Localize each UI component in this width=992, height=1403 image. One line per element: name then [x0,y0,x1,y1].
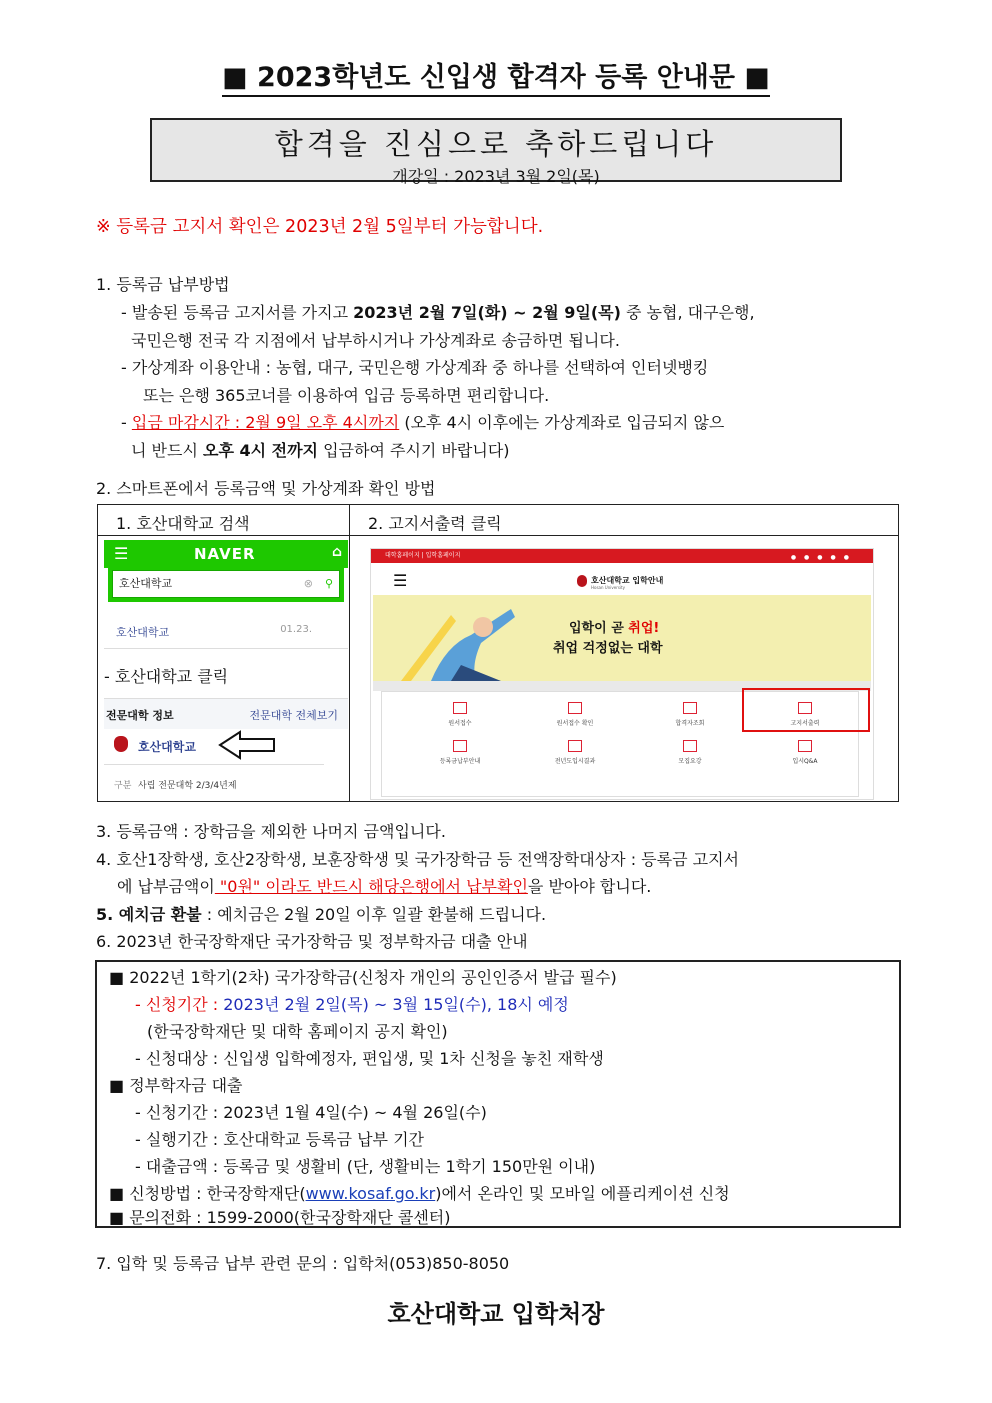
banner-line1: 입학이 곧 [569,621,629,636]
page-title: ■ 2023학년도 신입생 합격자 등록 안내문 ■ [0,55,992,94]
section1-line6: 니 반드시 오후 4시 전까지 입금하여 주시기 바랍니다) [131,441,510,460]
naver-search-box: 호산대학교 ⊗ ⚲ [112,570,340,598]
banner-line2: 취업 걱정없는 대학 [553,641,663,656]
service-icon [798,740,812,752]
footer-signature: 호산대학교 입학처장 [387,1300,605,1328]
service-label: 원서접수 [448,720,472,727]
site-brand-en: Hosan University [591,585,625,590]
service-item [420,702,500,727]
home-icon: ⌂ [331,544,342,560]
student-illustration [391,595,541,681]
box-line2: - 신청기간 : 2023년 2월 2일(목) ~ 3월 15일(수), 18시 예정 [135,995,569,1014]
service-label: 입시Q&A [792,758,818,765]
service-icon [453,740,467,752]
kosaf-link[interactable]: www.kosaf.go.kr [305,1184,436,1203]
service-item [535,702,615,727]
service-icon [568,740,582,752]
section2-heading: 2. 스마트폰에서 등록금액 및 가상계좌 확인 방법 [96,479,436,498]
service-item [650,702,730,727]
scholarship-box [95,960,901,1228]
service-label: 등록금납부안내 [439,758,481,765]
box-line10: ■ 문의전화 : 1599-2000(한국장학재단 콜센터) [109,1208,451,1227]
congrats-box [150,118,842,186]
menu-icon: ☰ [114,544,129,563]
box-line7: - 실행기간 : 호산대학교 등록금 납부 기간 [135,1130,424,1149]
box-line1: ■ 2022년 1학기(2차) 국가장학금(신청자 개인의 공인인증서 발급 필수) [109,968,617,987]
section1-heading: 1. 등록금 납부방법 [96,275,230,294]
section4-line2: 에 납부금액이 "0원" 이라도 반드시 해당은행에서 납부확인을 받아야 합니다. [117,877,652,896]
all-colleges: 전문대학 전체보기 [249,709,338,722]
naver-logo: NAVER [194,545,256,563]
service-label: 모집요강 [678,758,702,765]
service-icon [453,702,467,714]
box-line3: (한국장학재단 및 대학 홈페이지 공지 확인) [147,1022,448,1041]
service-item [650,740,730,765]
service-item [420,740,500,765]
box-line9: ■ 신청방법 : 한국장학재단(www.kosaf.go.kr)에서 온라인 및 모바일 에플리케이션 신청 [109,1184,730,1203]
service-item [765,702,845,727]
search-icon: ⚲ [324,577,333,590]
type-value: 사립 전문대학 2/3/4년제 [138,781,237,791]
univ-logo-icon [114,736,128,752]
congrats-message: 합격을 진심으로 축하드립니다 [274,127,718,161]
arrow-left-icon [218,730,278,760]
service-grid [381,691,859,797]
college-info: 전문대학 정보 [106,709,174,722]
box-line8: - 대출금액 : 등록금 및 생활비 (단, 생활비는 1학기 150만원 이내) [135,1157,596,1176]
section1-line3: - 가상계좌 이용안내 : 농협, 대구, 국민은행 가상계좌 중 하나를 선택하여 인터넷뱅킹 [121,358,709,377]
service-label: 전년도입시결과 [554,758,596,765]
service-icon [683,740,697,752]
section6-heading: 6. 2023년 한국장학재단 국가장학금 및 정부학자금 대출 안내 [96,932,528,951]
site-menu-icon: ☰ [393,571,408,590]
site-banner [373,595,871,681]
service-label: 합격자조회 [675,720,705,727]
service-icon [568,702,582,714]
banner-highlight: 취업! [628,621,660,636]
section5: 5. 예치금 환불 : 예치금은 2월 20일 이후 일괄 환불해 드립니다. [96,905,547,924]
service-label: 원서접수 확인 [556,720,594,727]
service-item [765,740,845,765]
type-label: 구분 [114,781,132,791]
service-label: 고지서출력 [790,720,820,727]
section4-line1: 4. 호산1장학생, 호산2장학생, 보훈장학생 및 국가장학금 등 전액장학대상자 : 등록금 고지서 [96,850,740,869]
opening-date: 개강일 : 2023년 3월 2일(목) [392,167,600,186]
social-icons: ●●●●● [790,554,857,561]
site-topbar: 대학홈페이지 | 입학홈페이지 [385,552,461,559]
box-line6: - 신청기간 : 2023년 1월 4일(수) ~ 4월 26일(수) [135,1103,487,1122]
box-line5: ■ 정부학자금 대출 [109,1076,243,1095]
univ-link: 호산대학교 [138,740,196,754]
site-logo-icon [577,575,587,587]
section1-line2: 국민은행 전국 각 지점에서 납부하시거나 가상계좌로 송금하면 됩니다. [131,331,620,350]
naver-result: 호산대학교 [116,626,170,639]
step2-caption: 2. 고지서출력 클릭 [368,514,502,533]
box-line4: - 신청대상 : 신입생 입학예정자, 편입생, 및 1차 신청을 놓친 재학생 [135,1049,604,1068]
section1-line5: - 입금 마감시간 : 2월 9일 오후 4시까지 (오후 4시 이후에는 가상계좌로 입금되지 않으 [121,413,725,432]
notice-line: ※ 등록금 고지서 확인은 2023년 2월 5일부터 가능합니다. [96,217,544,237]
clear-icon: ⊗ [303,577,313,590]
click-instruction: - 호산대학교 클릭 [104,667,229,686]
step1-caption: 1. 호산대학교 검색 [116,514,250,533]
section1-line4: 또는 은행 365코너를 이용하여 입금 등록하면 편리합니다. [143,386,550,405]
section7: 7. 입학 및 등록금 납부 관련 문의 : 입학처(053)850-8050 [96,1254,510,1273]
site-brand: 호산대학교 입학안내 [591,576,664,585]
naver-screenshot [104,540,348,796]
section3: 3. 등록금액 : 장학금을 제외한 나머지 금액입니다. [96,822,446,841]
service-item [535,740,615,765]
hosan-site-screenshot [370,548,874,800]
service-icon [683,702,697,714]
section1-line1: - 발송된 등록금 고지서를 가지고 2023년 2월 7일(화) ~ 2월 9일(목) 중 농협, 대구은행, [121,303,755,322]
naver-date: 01.23. [280,624,312,635]
service-icon [798,702,812,714]
